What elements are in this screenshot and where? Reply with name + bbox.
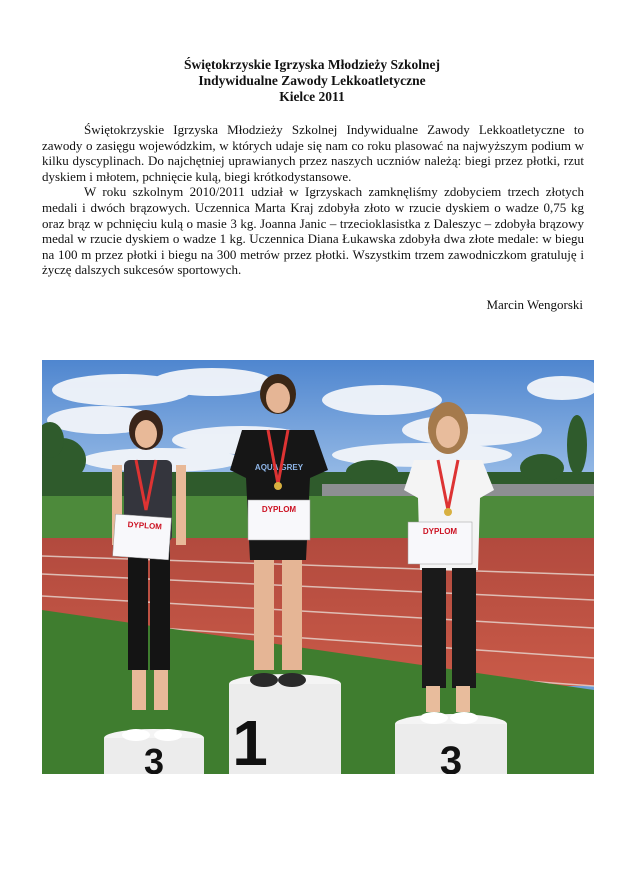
podium-photo: [42, 360, 594, 774]
podium-photo-drawing: [42, 360, 594, 774]
paragraph-intro: Świętokrzyskie Igrzyska Młodzieży Szkolnej Indywidualne Zawody Lekkoatletyczne to zawody o zasięgu wojewódzkim, w których udaje się nam co roku plasować na najwyższym podium w kilku dyscyplinach. Do najchętniej uprawianych przez naszych uczniów należą: biegi przez płotki, rzut dyskiem i młotem, pchnięcie kulą, biegi krótkodystansowe.: [42, 122, 584, 184]
shirt-print: AQUA GREY: [254, 463, 304, 472]
document-header: [0, 57, 624, 105]
podium-number-left: 3: [143, 741, 165, 774]
podium-block-left: [104, 729, 204, 774]
paragraph-results: W roku szkolnym 2010/2011 udział w Igrzyskach zamknęliśmy zdobyciem trzech złotych medali i dwóch brązowych. Uczennica Marta Kraj zdobyła złoto w rzucie dyskiem o wadze 0,75 kg oraz brąz w pchnięciu kulą o masie 3 kg. Joanna Janic – trzecioklasistka z Daleszyc – zdobyła brązowy medal w rzucie dyskiem o wadze 1 kg. Uczennica Diana Łukawska zdobyła dwa złote medale: w biegu na 100 m przez płotki i biegu na 300 metrów przez płotki. Wszystkim trzem zawodniczkom gratuluję i życzę dalszych sukcesów sportowych.: [42, 184, 584, 278]
podium-number-right: 3: [439, 739, 463, 774]
diploma-label-center: DYPLOM: [261, 505, 297, 514]
header-subtitle: Indywidualne Zawody Lekkoatletyczne: [198, 73, 426, 88]
diploma-label-right: DYPLOM: [422, 527, 458, 536]
diploma-label-left: DYPLOM: [127, 519, 163, 532]
header-location: Kielce 2011: [279, 89, 345, 104]
podium-block-right: [395, 714, 507, 774]
author-signature: Marcin Wengorski: [486, 297, 583, 312]
podium-block-center: [229, 674, 341, 774]
article-body: [42, 122, 584, 278]
podium-number-center: 1: [232, 707, 268, 774]
header-title: Świętokrzyskie Igrzyska Młodzieży Szkolnej: [183, 57, 441, 72]
